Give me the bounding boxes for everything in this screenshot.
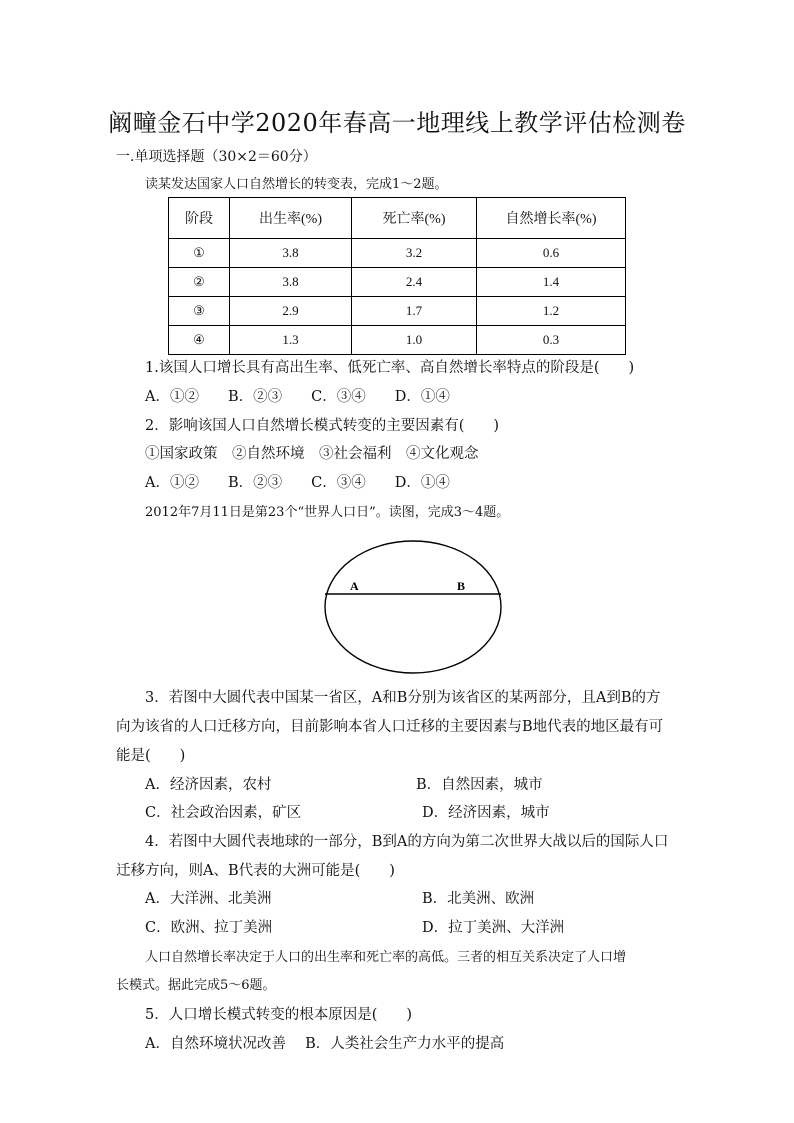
question-intro-5-6-line1: 人口自然增长率决定于人口的出生率和死亡率的高低。三者的相互关系决定了人口增 xyxy=(145,950,627,965)
question-3-option-d: D．经济因素，城市 xyxy=(422,805,550,821)
table-cell: 1.4 xyxy=(477,268,626,297)
table-cell: 0.3 xyxy=(477,326,626,355)
table-cell: ③ xyxy=(169,297,230,326)
question-4-option-a: A．大洋洲、北美洲 xyxy=(145,891,272,907)
table-cell: ④ xyxy=(169,326,230,355)
table-row xyxy=(169,326,626,355)
table-cell: 3.2 xyxy=(352,239,477,268)
page-title: 阚疃金石中学2020年春高一地理线上教学评估检测卷 xyxy=(108,109,686,137)
question-2-items: ①国家政策 ②自然环境 ③社会福利 ④文化观念 xyxy=(145,446,479,462)
question-4-stem-line2: 迁移方向，则A、B代表的大洲可能是( ) xyxy=(116,863,395,879)
table-cell: 3.8 xyxy=(230,239,352,268)
table-header-cell: 死亡率(%) xyxy=(352,198,477,239)
table-row xyxy=(169,297,626,326)
table-cell: 1.3 xyxy=(230,326,352,355)
question-4-option-d: D．拉丁美洲、大洋洲 xyxy=(422,920,565,936)
table-cell: 2.9 xyxy=(230,297,352,326)
question-5-stem: 5．人口增长模式转变的根本原因是( ) xyxy=(145,1007,413,1023)
question-4-option-c: C．欧洲、拉丁美洲 xyxy=(145,920,273,936)
question-2-options: A．①② B．②③ C．③④ D．①④ xyxy=(145,475,450,491)
question-intro-1-2: 读某发达国家人口自然增长的转变表，完成1～2题。 xyxy=(145,177,448,192)
table-row xyxy=(169,268,626,297)
question-2-stem: 2．影响该国人口自然增长模式转变的主要因素有( ) xyxy=(145,418,500,434)
table-row xyxy=(169,239,626,268)
label-a: A xyxy=(350,579,359,593)
question-intro-5-6-line2: 长模式。据此完成5～6题。 xyxy=(116,978,276,993)
table-header-cell: 自然增长率(%) xyxy=(477,198,626,239)
question-1-stem: 1.该国人口增长具有高出生率、低死亡率、高自然增长率特点的阶段是( ) xyxy=(145,360,635,376)
question-4-option-b: B．北美洲、欧洲 xyxy=(422,891,535,907)
question-5-options: A．自然环境状况改善 B．人类社会生产力水平的提高 xyxy=(145,1036,505,1052)
big-circle xyxy=(325,541,501,673)
table-cell: 3.8 xyxy=(230,268,352,297)
question-1-options: A．①② B．②③ C．③④ D．①④ xyxy=(145,389,450,405)
table-cell: 1.0 xyxy=(352,326,477,355)
label-b: B xyxy=(457,579,466,593)
table-cell: ② xyxy=(169,268,230,297)
table-header-cell: 出生率(%) xyxy=(230,198,352,239)
table-cell: ① xyxy=(169,239,230,268)
section-heading: 一.单项选择题（30×2＝60分） xyxy=(116,149,317,165)
table-cell: 1.2 xyxy=(477,297,626,326)
question-3-option-a: A．经济因素，农村 xyxy=(145,777,272,793)
ellipse-figure xyxy=(322,538,504,676)
table-cell: 1.7 xyxy=(352,297,477,326)
question-3-stem-line1: 3．若图中大圆代表中国某一省区，A和B分别为该省区的某两部分，且A到B的方 xyxy=(145,690,661,706)
question-3-option-b: B．自然因素，城市 xyxy=(416,777,543,793)
question-intro-3-4: 2012年7月11日是第23个“世界人口日”。读图，完成3～4题。 xyxy=(145,505,510,520)
question-3-option-c: C．社会政治因素，矿区 xyxy=(145,805,302,821)
table-header-cell: 阶段 xyxy=(169,198,230,239)
question-4-stem-line1: 4．若图中大圆代表地球的一部分，B到A的方向为第二次世界大战以后的国际人口 xyxy=(145,834,669,850)
question-3-stem-line3: 能是( ) xyxy=(116,748,186,764)
question-3-stem-line2: 向为该省的人口迁移方向，目前影响本省人口迁移的主要因素与B地代表的地区最有可 xyxy=(116,719,664,735)
table-cell: 0.6 xyxy=(477,239,626,268)
population-table xyxy=(168,197,626,355)
table-header-row xyxy=(169,198,626,239)
table-cell: 2.4 xyxy=(352,268,477,297)
